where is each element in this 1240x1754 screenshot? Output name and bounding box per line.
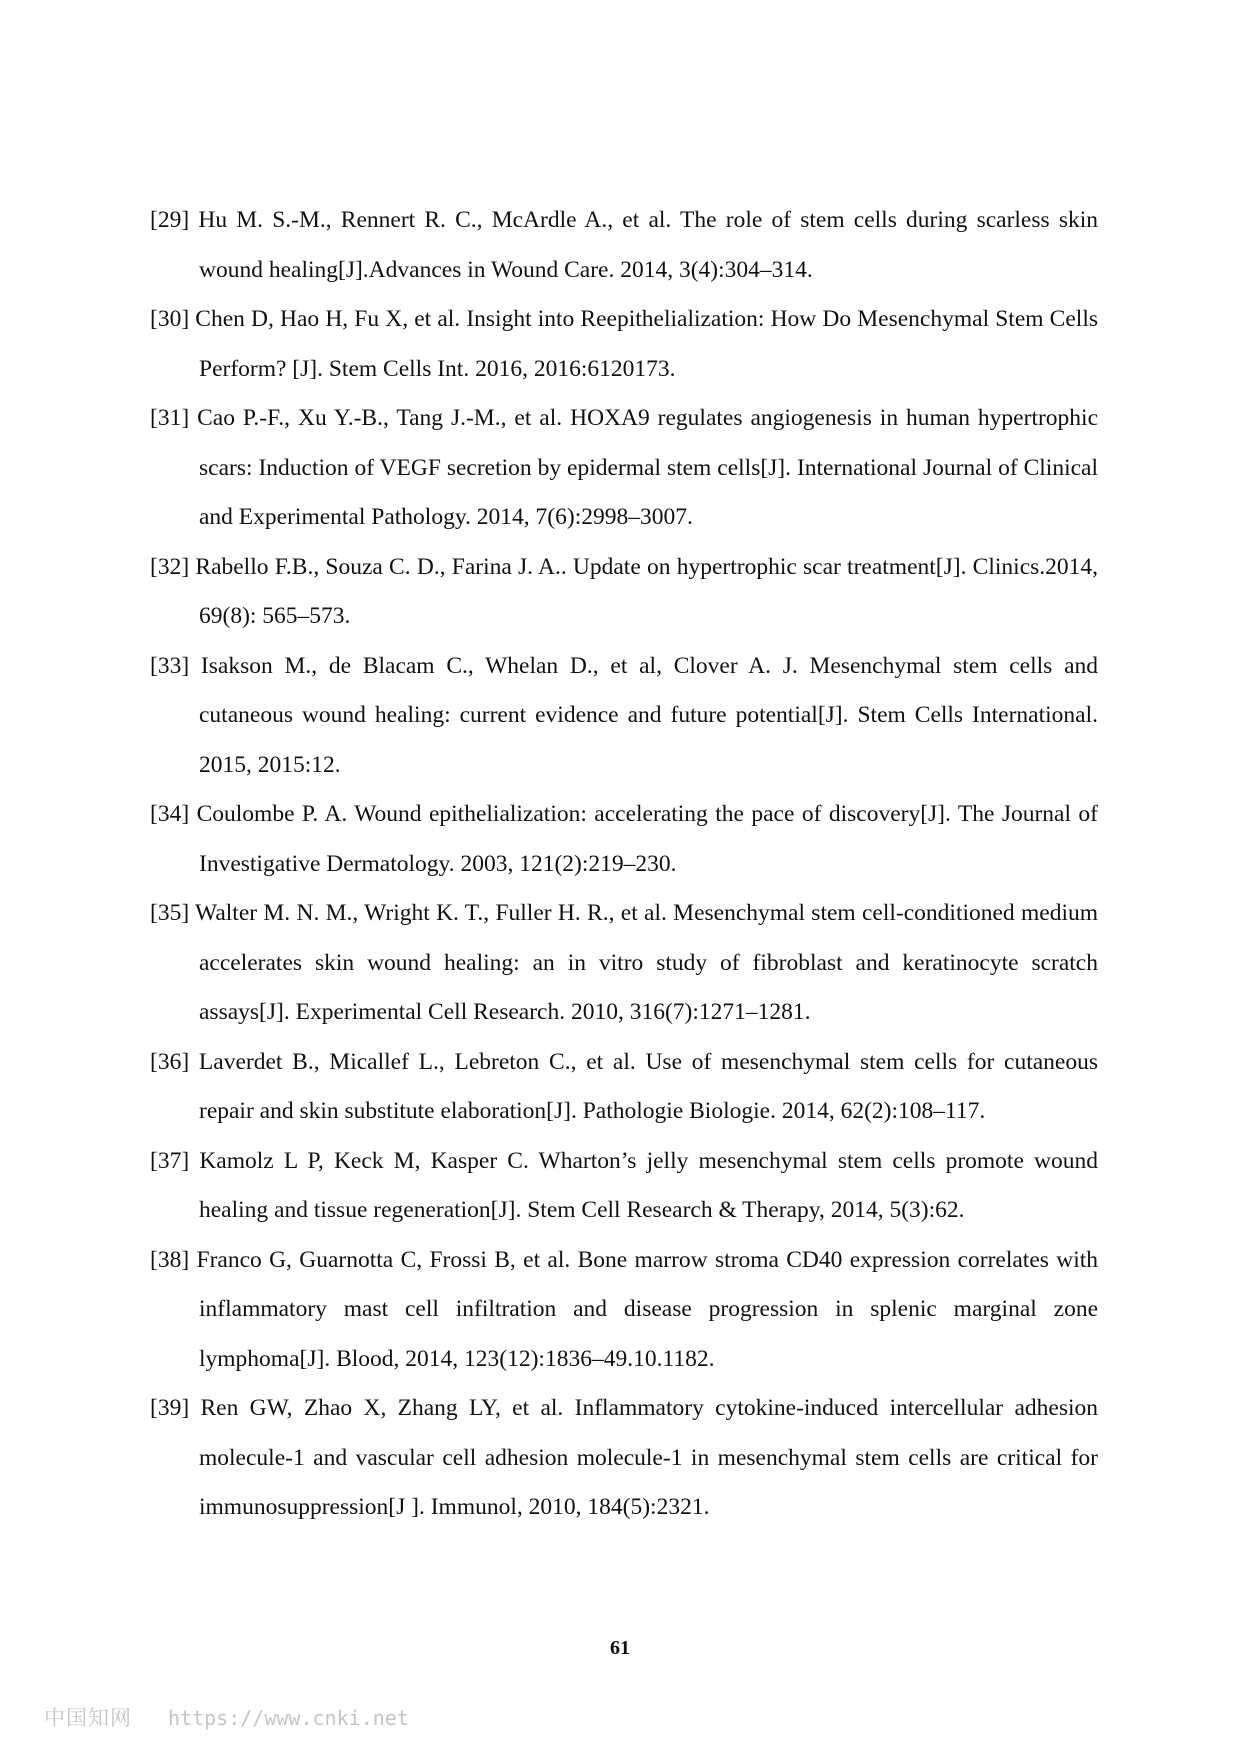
reference-number: [37]	[150, 1147, 190, 1174]
reference-text: Hu M. S.-M., Rennert R. C., McArdle A., et al. The role of stem cells during scarless skin wound healing[J].Advances in Wound Care. 2014, 3(4):304–314.	[198, 207, 1098, 283]
reference-item	[150, 1038, 1098, 1137]
reference-number: [33]	[150, 652, 190, 679]
reference-text: Chen D, Hao H, Fu X, et al. Insight into Reepithelialization: How Do Mesenchymal Stem Cells Perform? [J]. Stem Cells Int. 2016, 2016:6120173.	[195, 306, 1098, 382]
reference-number: [39]	[150, 1395, 190, 1421]
reference-text: Rabello F.B., Souza C. D., Farina J. A.. Update on hypertrophic scar treatment[J]. Clinics.2014, 69(8): 565–573.	[195, 553, 1099, 629]
reference-number: [38]	[150, 1246, 190, 1273]
reference-number: [36]	[150, 1048, 190, 1075]
reference-text: Franco G, Guarnotta C, Frossi B, et al. Bone marrow stroma CD40 expression correlates with inflammatory mast cell infiltration and disease progression in splenic marginal zone lymphoma[J]. Blood, 2014, 123(12):1836–49.10.1182.	[196, 1246, 1099, 1372]
reference-text: Kamolz L P, Keck M, Kasper C. Wharton’s jelly mesenchymal stem cells promote wound healing and tissue regeneration[J]. Stem Cell Research & Therapy, 2014, 5(3):62.	[199, 1147, 1099, 1223]
reference-item	[150, 1137, 1098, 1236]
reference-number: [32]	[150, 553, 190, 580]
cnki-url-text: https://www.cnki.net	[168, 1706, 409, 1730]
reference-text: Walter M. N. M., Wright K. T., Fuller H. R., et al. Mesenchymal stem cell-conditioned medium accelerates skin wound healing: an in vitro study of fibroblast and keratinocyte scratch assays[J]. Experimental Cell Research. 2010, 316(7):1271–1281.	[195, 900, 1099, 1025]
reference-number: [29]	[150, 207, 190, 233]
reference-text: Cao P.-F., Xu Y.-B., Tang J.-M., et al. HOXA9 regulates angiogenesis in human hypertrophic scars: Induction of VEGF secretion by epidermal stem cells[J]. International Journal of Clinical and Experimental Pathology. 2014, 7(6):2998–3007.	[197, 405, 1099, 530]
cnki-watermark	[44, 1702, 409, 1732]
reference-item	[150, 790, 1098, 889]
reference-item	[150, 642, 1098, 791]
reference-number: [34]	[150, 801, 190, 827]
reference-number: [30]	[150, 306, 190, 332]
reference-text: Isakson M., de Blacam C., Whelan D., et al, Clover A. J. Mesenchymal stem cells and cutaneous wound healing: current evidence and future potential[J]. Stem Cells International. 2015, 2015:12.	[199, 652, 1098, 778]
reference-item	[150, 1236, 1098, 1385]
reference-list	[150, 196, 1098, 1533]
reference-text: Coulombe P. A. Wound epithelialization: accelerating the pace of discovery[J]. The Journal of Investigative Dermatology. 2003, 121(2):219–230.	[196, 801, 1099, 877]
reference-item	[150, 889, 1098, 1038]
page-number: 61	[610, 1637, 630, 1659]
cnki-logo-text: 中国知网	[44, 1706, 132, 1730]
reference-item	[150, 543, 1098, 642]
reference-item	[150, 1384, 1098, 1533]
reference-text: Ren GW, Zhao X, Zhang LY, et al. Inflammatory cytokine-induced intercellular adhesion molecule-1 and vascular cell adhesion molecule-1 in mesenchymal stem cells are critical for immunosuppression[J ]. Immunol, 2010, 184(5):2321.	[199, 1395, 1098, 1520]
reference-number: [31]	[150, 405, 190, 431]
reference-text: Laverdet B., Micallef L., Lebreton C., et al. Use of mesenchymal stem cells for cutaneous repair and skin substitute elaboration[J]. Pathologie Biologie. 2014, 62(2):108–117.	[198, 1048, 1099, 1124]
reference-item	[150, 394, 1098, 543]
reference-item	[150, 295, 1098, 394]
reference-number: [35]	[150, 900, 190, 926]
reference-item	[150, 196, 1098, 295]
